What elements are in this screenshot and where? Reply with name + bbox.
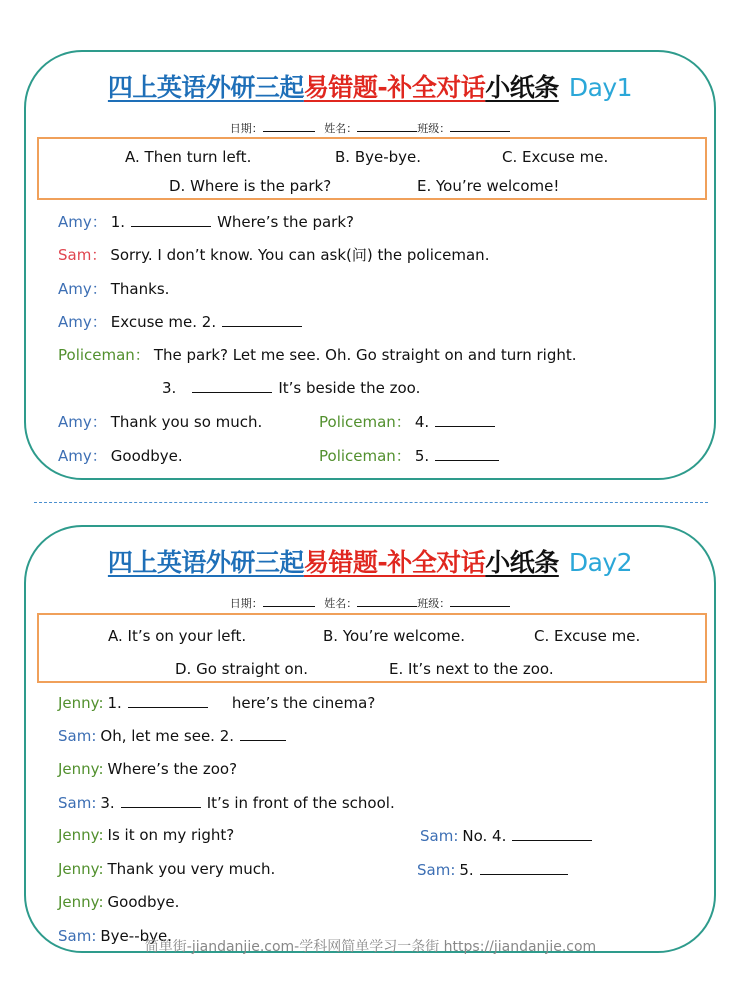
- speaker-amy: Amy：: [58, 280, 107, 298]
- title-part-blue: 四上英语外研三起: [107, 73, 304, 102]
- title-day: Day2: [568, 548, 633, 577]
- speaker-jenny: Jenny:: [58, 694, 104, 712]
- speaker-policeman: Policeman：: [319, 447, 411, 465]
- options-box: [37, 137, 707, 200]
- speaker-amy: Amy：: [58, 313, 107, 331]
- name-label: 姓名：: [324, 597, 358, 610]
- dialogue-line: [162, 378, 420, 397]
- line-text: Sorry. I don’t know. You can ask(问) the policeman.: [110, 246, 490, 264]
- dialogue-line: [420, 826, 598, 845]
- line-text: Where’s the zoo?: [107, 760, 238, 778]
- line-text: Where’s the park?: [217, 213, 354, 231]
- line-text: It’s in front of the school.: [206, 794, 395, 812]
- worksheet-title: [26, 68, 714, 104]
- watermark: 简单街-jiandanjie.com-学科网简单学习一条街 https://jiandanjie.com: [144, 939, 597, 955]
- speaker-sam: Sam:: [58, 727, 97, 745]
- line-text: 1.: [110, 213, 126, 231]
- dialogue-line: [58, 693, 375, 712]
- date-label: 日期：: [229, 122, 263, 135]
- title-part-red: 易错题-补全对话: [303, 548, 486, 577]
- line-text: The park? Let me see. Oh. Go straight on and turn right.: [153, 346, 577, 364]
- line-text: 4.: [414, 413, 430, 431]
- dialogue-line: [58, 211, 354, 232]
- dialogue-line: [58, 860, 275, 878]
- speaker-amy: Amy：: [58, 413, 107, 431]
- speaker-policeman: Policeman：: [58, 346, 150, 364]
- speaker-amy: Amy：: [58, 213, 107, 231]
- name-blank[interactable]: [357, 120, 417, 132]
- option-e: E. It’s next to the zoo.: [389, 660, 554, 678]
- speaker-sam: Sam:: [58, 927, 97, 945]
- speaker-jenny: Jenny:: [58, 826, 104, 844]
- dialogue-line: [58, 893, 179, 911]
- speaker-sam: Sam:: [420, 827, 459, 845]
- cut-line-divider: [34, 502, 708, 503]
- line-text: 1.: [107, 694, 122, 712]
- option-e: E. You’re welcome!: [417, 177, 560, 195]
- dialogue-line: [417, 860, 574, 879]
- dialogue-line: [58, 311, 308, 332]
- speaker-sam: Sam:: [417, 861, 456, 879]
- option-b: B. You’re welcome.: [323, 627, 465, 645]
- option-d: D. Go straight on.: [175, 660, 309, 678]
- speaker-sam: Sam:: [58, 794, 97, 812]
- line-text: No. 4.: [462, 827, 507, 845]
- answer-blank-3[interactable]: [192, 378, 272, 393]
- answer-blank-5[interactable]: [435, 446, 499, 461]
- answer-blank-4[interactable]: [435, 412, 495, 427]
- title-day: Day1: [568, 73, 633, 102]
- line-text: here’s the cinema?: [231, 694, 376, 712]
- answer-blank-3[interactable]: [121, 793, 201, 808]
- dialogue-line: [319, 445, 505, 466]
- answer-blank-2[interactable]: [240, 726, 286, 741]
- answer-blank-1[interactable]: [128, 693, 208, 708]
- date-blank[interactable]: [263, 595, 315, 607]
- line-text: 3.: [162, 379, 177, 397]
- line-text: It’s beside the zoo.: [278, 379, 421, 397]
- student-info-line: [26, 120, 714, 136]
- class-blank[interactable]: [450, 120, 510, 132]
- dialogue-line: [319, 411, 501, 432]
- speaker-jenny: Jenny:: [58, 893, 104, 911]
- title-part-blue: 四上英语外研三起: [107, 548, 304, 577]
- option-a: A. Then turn left.: [125, 148, 252, 166]
- option-d: D. Where is the park?: [169, 177, 332, 195]
- line-text: Thank you so much.: [110, 413, 263, 431]
- dialogue-line: [58, 411, 262, 432]
- line-text: Thanks.: [110, 280, 170, 298]
- dialogue-line: [58, 344, 577, 365]
- line-text: 3.: [100, 794, 115, 812]
- line-text: Bye--bye.: [100, 927, 173, 945]
- name-blank[interactable]: [357, 595, 417, 607]
- speaker-jenny: Jenny:: [58, 760, 104, 778]
- speaker-policeman: Policeman：: [319, 413, 411, 431]
- answer-blank-4[interactable]: [512, 826, 592, 841]
- class-label: 班级：: [417, 597, 451, 610]
- class-label: 班级：: [417, 122, 451, 135]
- line-text: Excuse me. 2.: [110, 313, 217, 331]
- option-a: A. It’s on your left.: [108, 627, 247, 645]
- dialogue-line: [58, 726, 292, 745]
- dialogue-line: [58, 760, 237, 778]
- option-c: C. Excuse me.: [534, 627, 641, 645]
- line-text: Oh, let me see. 2.: [100, 727, 235, 745]
- line-text: 5.: [414, 447, 430, 465]
- worksheet-card-day2: [24, 525, 716, 953]
- title-part-black: 小纸条: [485, 73, 559, 102]
- answer-blank-1[interactable]: [131, 212, 211, 227]
- option-c: C. Excuse me.: [502, 148, 609, 166]
- title-part-black: 小纸条: [485, 548, 559, 577]
- dialogue-line: [58, 278, 169, 299]
- student-info-line: [26, 595, 714, 611]
- speaker-jenny: Jenny:: [58, 860, 104, 878]
- date-blank[interactable]: [263, 120, 315, 132]
- line-text: Thank you very much.: [107, 860, 276, 878]
- dialogue-line: [58, 793, 395, 812]
- speaker-amy: Amy：: [58, 447, 107, 465]
- option-b: B. Bye-bye.: [335, 148, 422, 166]
- title-part-red: 易错题-补全对话: [303, 73, 486, 102]
- worksheet-title: [26, 543, 714, 579]
- worksheet-card-day1: [24, 50, 716, 480]
- class-blank[interactable]: [450, 595, 510, 607]
- line-text: Is it on my right?: [107, 826, 235, 844]
- dialogue-line: [58, 445, 183, 466]
- name-label: 姓名：: [324, 122, 358, 135]
- options-box: [37, 613, 707, 683]
- line-text: Goodbye.: [107, 893, 180, 911]
- speaker-sam: Sam：: [58, 246, 107, 264]
- answer-blank-5[interactable]: [480, 860, 568, 875]
- date-label: 日期：: [229, 597, 263, 610]
- answer-blank-2[interactable]: [222, 312, 302, 327]
- line-text: 5.: [459, 861, 474, 879]
- dialogue-line: [58, 826, 234, 844]
- line-text: Goodbye.: [110, 447, 183, 465]
- dialogue-line: [58, 244, 489, 265]
